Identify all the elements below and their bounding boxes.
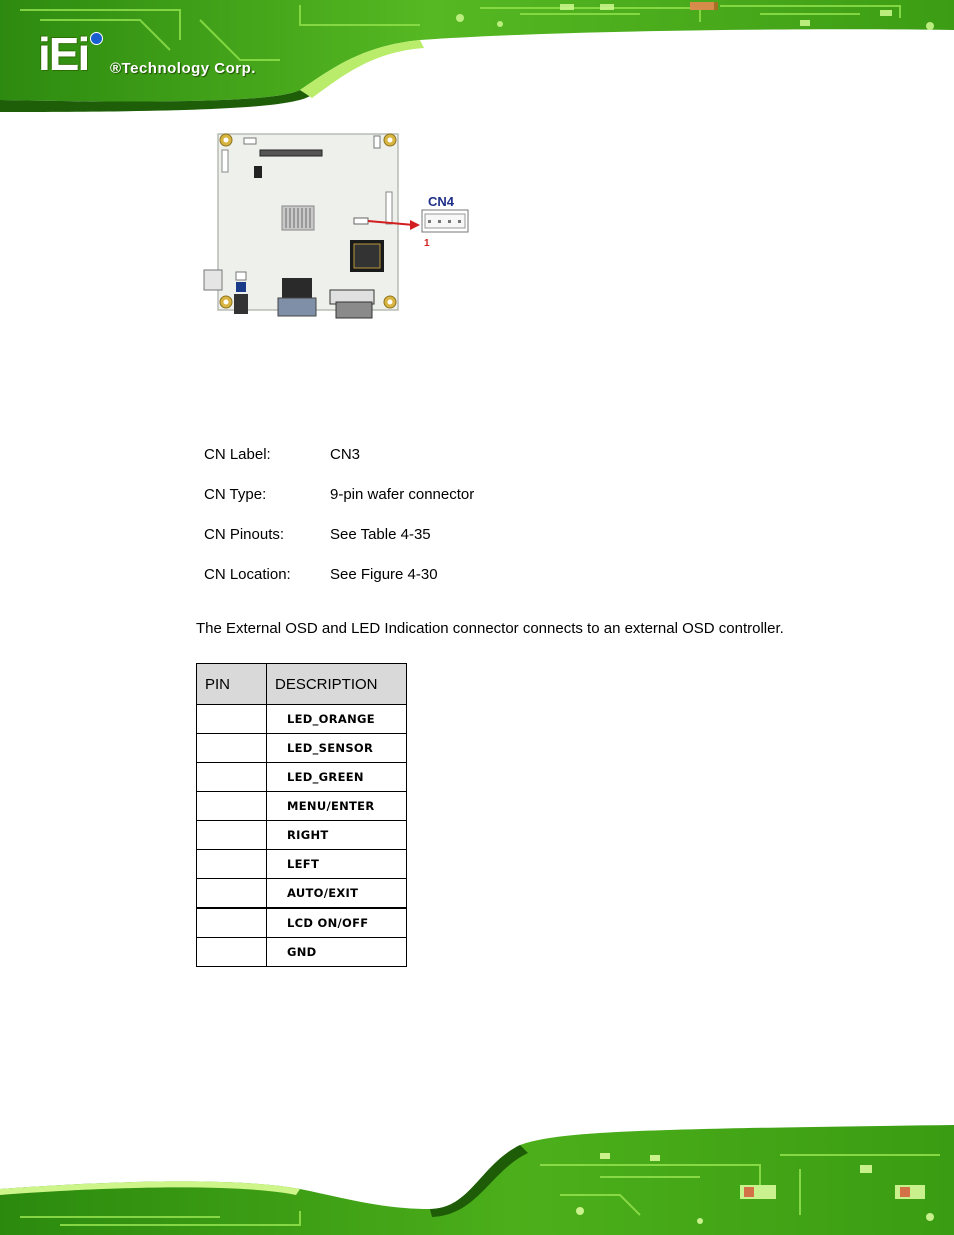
spec-label: CN Type:	[204, 486, 267, 503]
connector-label: CN4	[428, 194, 455, 209]
column-header-description: DESCRIPTION	[267, 664, 407, 705]
description-cell: LEFT	[267, 850, 407, 879]
pin-cell	[197, 938, 267, 967]
connector-zoom	[422, 210, 468, 232]
table-row	[197, 908, 407, 938]
description-cell: MENU/ENTER	[267, 792, 407, 821]
board-layout-figure	[196, 126, 476, 324]
table-row	[197, 763, 407, 792]
description-cell: RIGHT	[267, 821, 407, 850]
connector-description: The External OSD and LED Indication connector connects to an external OSD controller.	[196, 620, 784, 637]
board-diagram	[196, 126, 476, 324]
spec-label: CN Location:	[204, 566, 291, 583]
description-cell: GND	[267, 938, 407, 967]
table-row	[197, 792, 407, 821]
description-cell: AUTO/EXIT	[267, 879, 407, 909]
table-row	[197, 850, 407, 879]
column-header-pin: PIN	[197, 664, 267, 705]
spec-label: CN Label:	[204, 446, 271, 463]
spec-label: CN Pinouts:	[204, 526, 285, 543]
table-row	[197, 938, 407, 967]
table-header-row	[197, 664, 407, 705]
logo-text: ®Technology Corp.	[110, 60, 256, 77]
table-row	[197, 734, 407, 763]
pin-cell	[197, 734, 267, 763]
pin-cell	[197, 763, 267, 792]
table-row	[197, 821, 407, 850]
pin-cell	[197, 792, 267, 821]
description-cell: LED_SENSOR	[267, 734, 407, 763]
company-logo	[38, 30, 298, 90]
pin-cell	[197, 705, 267, 734]
description-cell: LED_GREEN	[267, 763, 407, 792]
pin-cell	[197, 821, 267, 850]
pin-cell	[197, 850, 267, 879]
pin-cell	[197, 908, 267, 938]
heatsink	[282, 206, 314, 230]
spec-value: See Figure 4-30	[330, 566, 438, 583]
pinout-table	[196, 663, 407, 967]
page-footer	[0, 1125, 954, 1235]
logo-dot	[90, 32, 103, 45]
pin-one-label: 1	[424, 238, 430, 249]
page-header	[0, 0, 954, 112]
logo-mark: iEi	[38, 28, 89, 80]
processor-chip	[350, 240, 384, 272]
spec-value: 9-pin wafer connector	[330, 486, 475, 503]
description-cell: LCD ON/OFF	[267, 908, 407, 938]
pcb-footer-graphic	[0, 1125, 954, 1235]
table-row	[197, 705, 407, 734]
spec-value: See Table 4-35	[330, 526, 431, 543]
description-cell: LED_ORANGE	[267, 705, 407, 734]
spec-value: CN3	[330, 446, 361, 463]
table-row	[197, 879, 407, 909]
pin-cell	[197, 879, 267, 909]
